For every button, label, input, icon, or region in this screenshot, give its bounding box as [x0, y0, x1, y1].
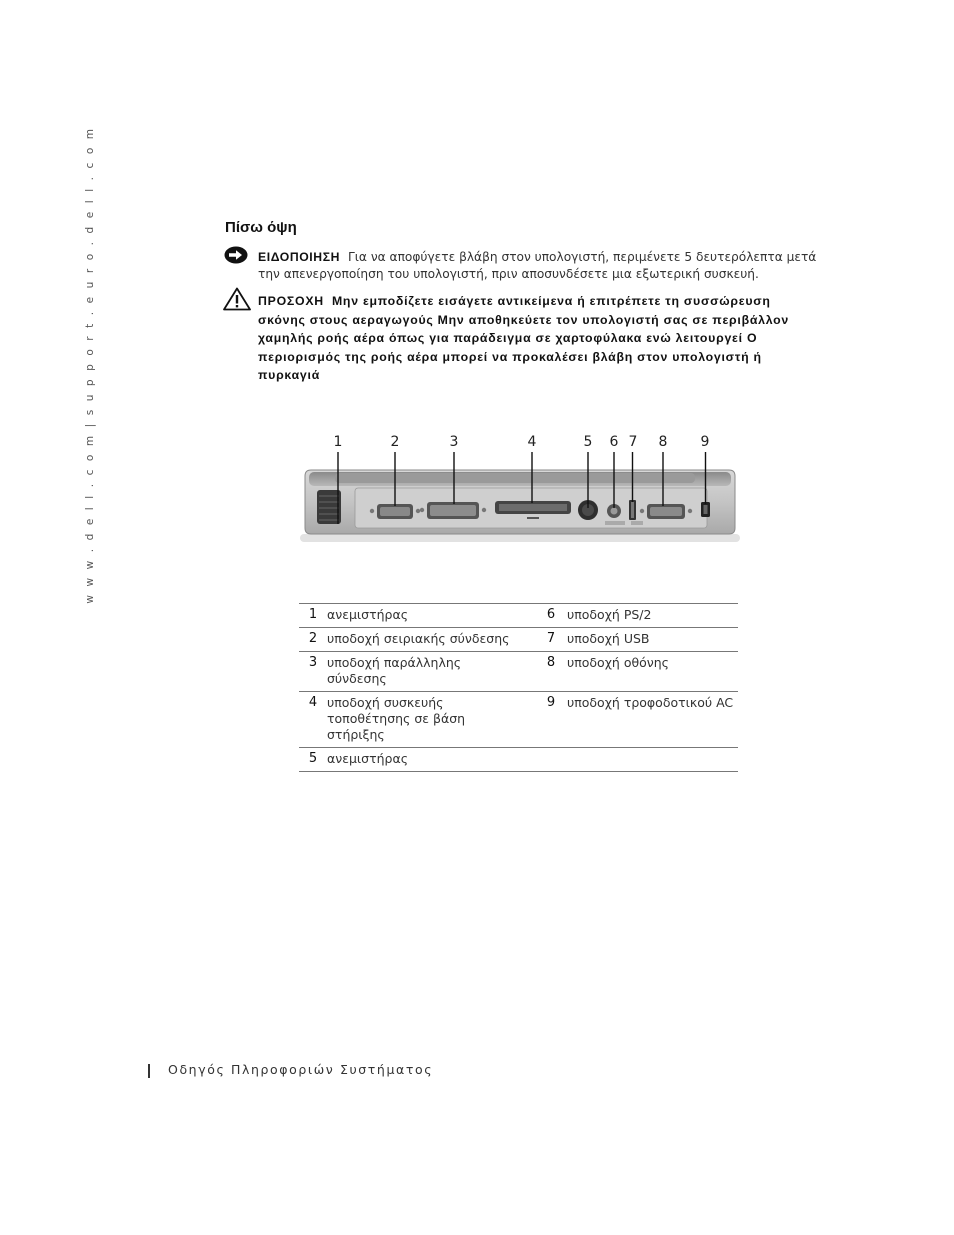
callout-3: 3: [449, 434, 459, 450]
callout-6: 6: [609, 434, 619, 450]
table-row: [299, 692, 738, 748]
legend-description: ανεμιστήρας: [327, 748, 535, 772]
table-row: [299, 748, 738, 772]
notice-block: [258, 249, 818, 283]
side-url-vertical: [79, 126, 101, 604]
callout-7: 7: [628, 434, 638, 450]
warning-triangle-icon: [223, 287, 251, 311]
callout-legend-table: [299, 603, 738, 772]
legend-number: 8: [535, 652, 567, 692]
callout-1: 1: [333, 434, 343, 450]
legend-number: [535, 748, 567, 772]
callout-9: 9: [700, 434, 710, 450]
table-row: [299, 628, 738, 652]
footer-rule: [148, 1064, 150, 1078]
footer-title: Οδηγός Πληροφοριών Συστήματος: [168, 1062, 434, 1077]
legend-description: υποδοχή USB: [567, 628, 738, 652]
legend-number: 1: [299, 604, 327, 628]
legend-description: υποδοχή σειριακής σύνδεσης: [327, 628, 535, 652]
legend-description: υποδοχή συσκευής τοποθέτησης σε βάση στήριξης: [327, 692, 535, 748]
legend-number: 7: [535, 628, 567, 652]
legend-description: υποδοχή PS/2: [567, 604, 738, 628]
legend-description: [567, 748, 738, 772]
caution-text: Μην εμποδίζετε εισάγετε αντικείμενα ή επιτρέπετε τη συσσώρευση σκόνης στους αεραγωγούς Μην αποθηκεύετε τον υπολογιστή σας σε περιβάλλον χαμηλής ροής αέρα όπως για παράδειγμα σε χαρτοφύλακα ενώ λειτουργεί Ο περιορισμός της ροής αέρα μπορεί να προκαλέσει βλάβη στον υπολογιστή ή πυρκαγιά: [258, 294, 790, 382]
callout-5: 5: [583, 434, 593, 450]
legend-number: 5: [299, 748, 327, 772]
caution-block: [258, 292, 818, 385]
notice-label: ΕΙΔΟΠΟΙΗΣΗ: [258, 250, 341, 264]
legend-number: 9: [535, 692, 567, 748]
table-row: [299, 604, 738, 628]
legend-number: 2: [299, 628, 327, 652]
section-title: Πίσω όψη: [225, 219, 297, 236]
legend-number: 3: [299, 652, 327, 692]
legend-number: 4: [299, 692, 327, 748]
notice-text: Για να αποφύγετε βλάβη στον υπολογιστή, περιμένετε 5 δευτερόλεπτα μετά την απενεργοποίηση του υπολογιστή, πριν αποσυνδέσετε μια εξωτερική συσκευή.: [258, 250, 817, 281]
callout-4: 4: [527, 434, 537, 450]
legend-description: υποδοχή οθόνης: [567, 652, 738, 692]
notice-arrow-icon: [224, 246, 248, 264]
callout-8: 8: [658, 434, 668, 450]
laptop-back-view-figure: [295, 428, 745, 548]
callout-2: 2: [390, 434, 400, 450]
table-row: [299, 652, 738, 692]
legend-number: 6: [535, 604, 567, 628]
legend-description: υποδοχή παράλληλης σύνδεσης: [327, 652, 535, 692]
caution-label: ΠΡΟΣΟΧΗ: [258, 294, 324, 308]
side-url-text: w w w . d e l l . c o m | s u p p o r t . e u r o . d e l l . c o m: [84, 126, 96, 604]
legend-description: ανεμιστήρας: [327, 604, 535, 628]
legend-description: υποδοχή τροφοδοτικού AC: [567, 692, 738, 748]
